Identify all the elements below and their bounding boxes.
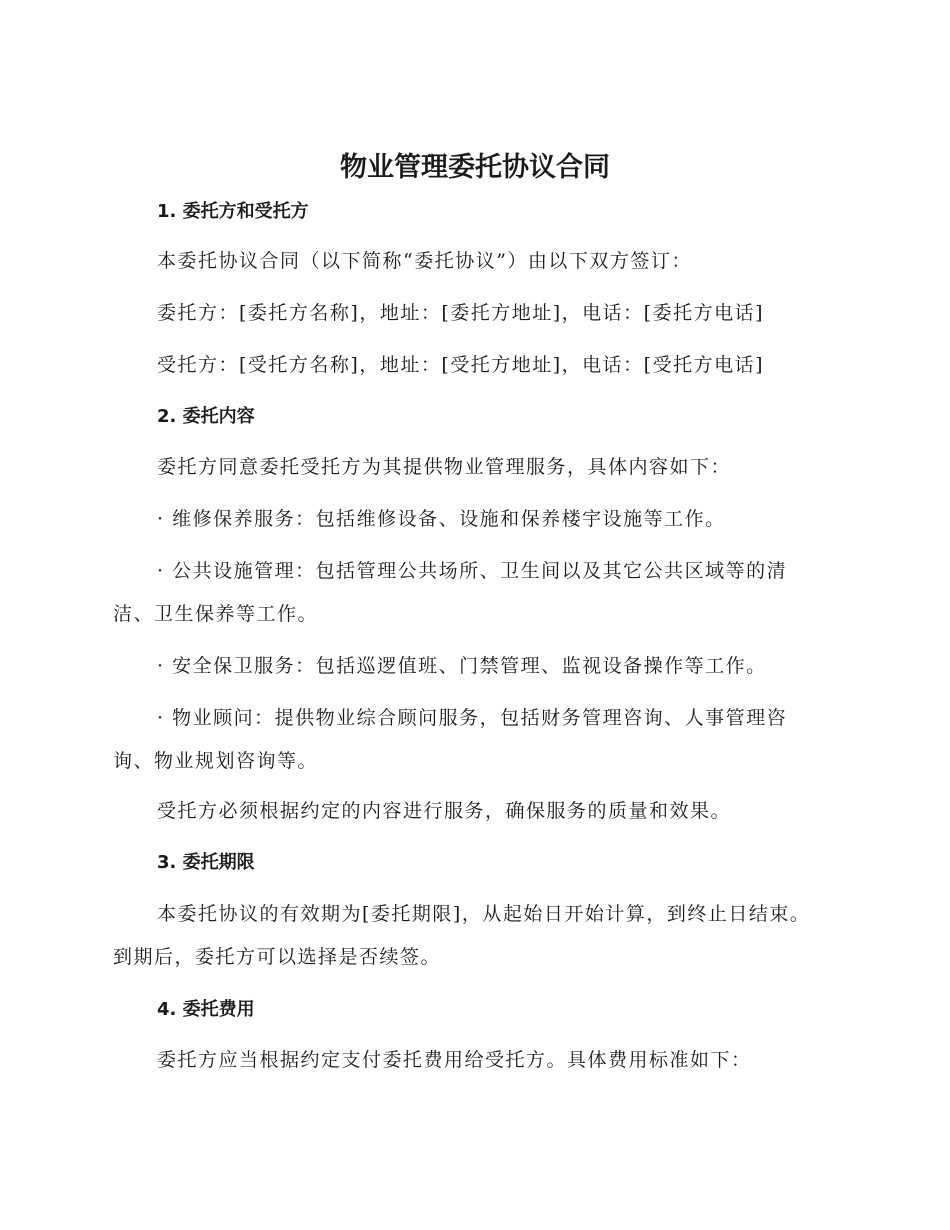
section-heading: 4. 委托费用 <box>157 999 255 1020</box>
list-item: · 物业顾问：提供物业综合顾问服务，包括财务管理咨询、人事管理咨询、物业规划咨询等。 <box>113 707 788 772</box>
list-item: · 安全保卫服务：包括巡逻值班、门禁管理、监视设备操作等工作。 <box>157 655 767 677</box>
section-heading: 3. 委托期限 <box>157 852 255 873</box>
section-heading: 1. 委托方和受托方 <box>157 201 309 222</box>
paragraph: 委托方：[委托方名称]，地址：[委托方地址]，电话：[委托方电话] <box>157 302 764 324</box>
list-item: · 公共设施管理：包括管理公共场所、卫生间以及其它公共区域等的清洁、卫生保养等工作。 <box>113 560 788 625</box>
paragraph: 受托方：[受托方名称]，地址：[受托方地址]，电话：[受托方电话] <box>157 354 764 376</box>
paragraph: 受托方必须根据约定的内容进行服务，确保服务的质量和效果。 <box>157 800 732 822</box>
paragraph: 委托方同意委托受托方为其提供物业管理服务，具体内容如下： <box>157 456 732 478</box>
paragraph: 本委托协议的有效期为[委托期限]，从起始日开始计算，到终止日结束。到期后，委托方可以选择是否续签。 <box>113 903 811 968</box>
document-title: 物业管理委托协议合同 <box>340 152 610 183</box>
paragraph: 本委托协议合同（以下简称“委托协议”）由以下双方签订： <box>157 250 692 272</box>
list-item: · 维修保养服务：包括维修设备、设施和保养楼宇设施等工作。 <box>157 508 726 530</box>
section-heading: 2. 委托内容 <box>157 406 255 427</box>
paragraph: 委托方应当根据约定支付委托费用给受托方。具体费用标准如下： <box>157 1049 752 1071</box>
